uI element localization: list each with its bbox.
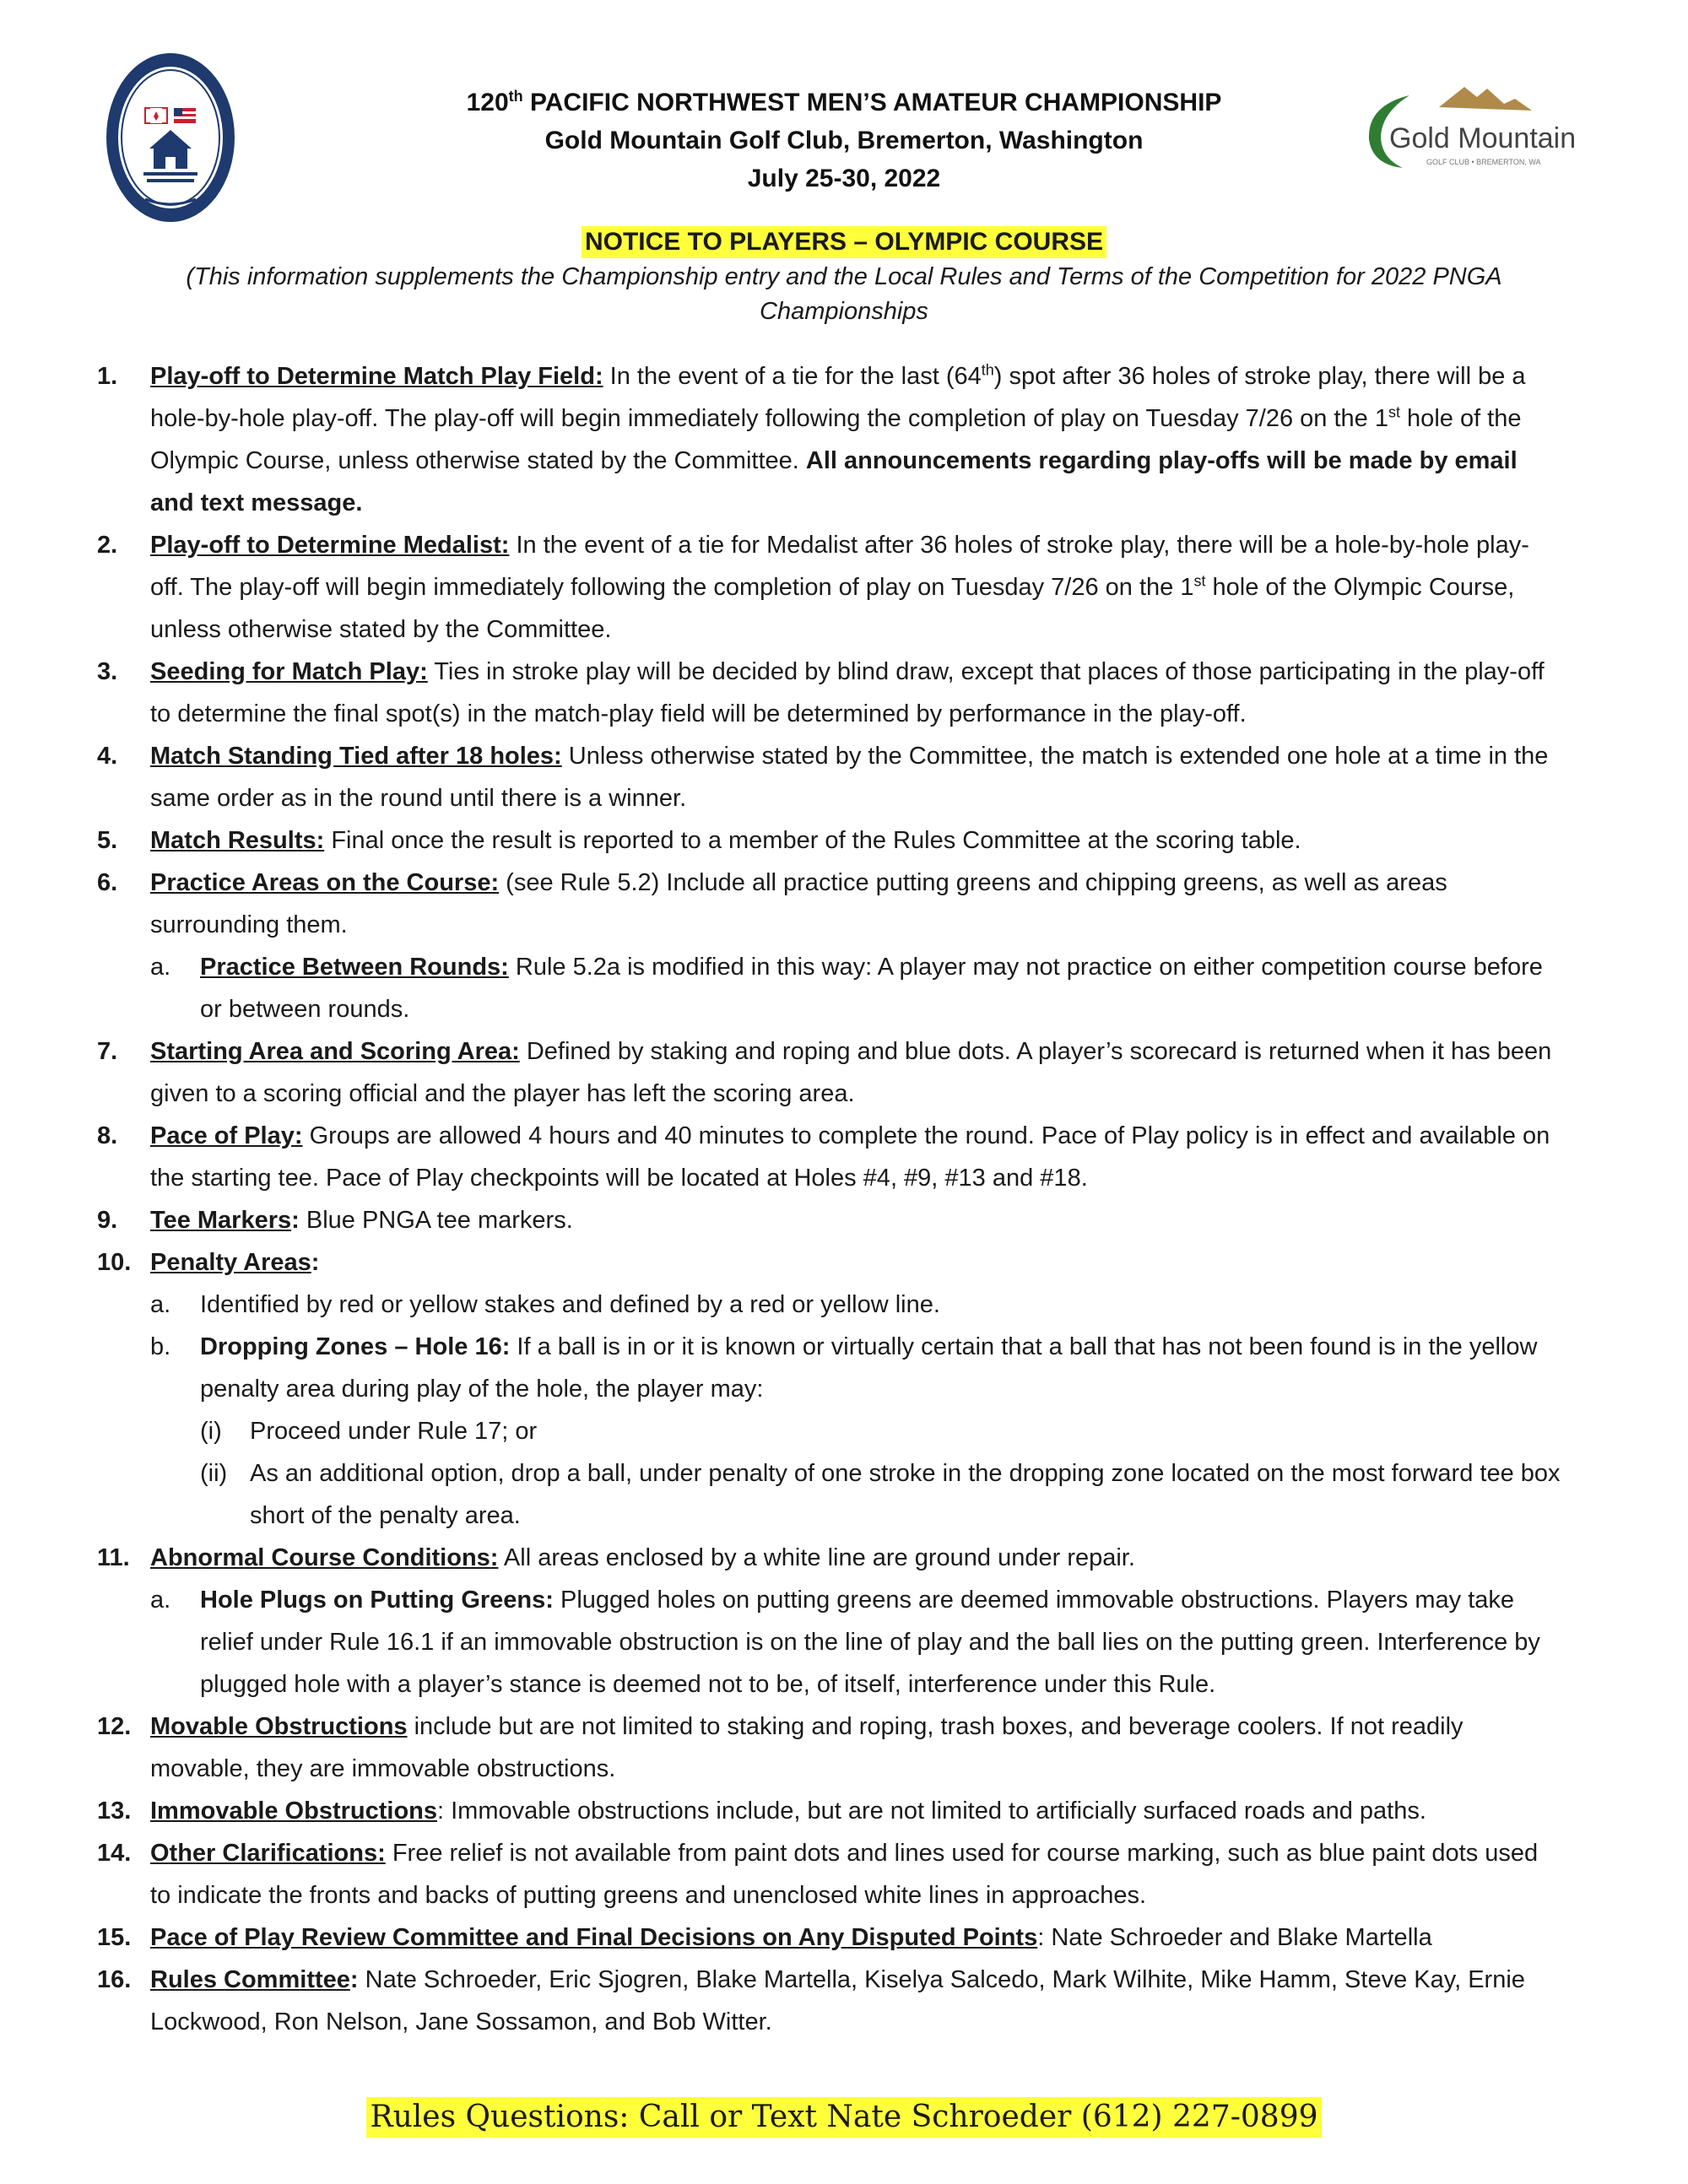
item-heading: Match Results: — [150, 827, 325, 854]
sub-item-heading: Dropping Zones – Hole 16: — [200, 1333, 511, 1360]
rules-questions-footer — [0, 2097, 1688, 2138]
list-item: 7. Starting Area and Scoring Area: Defined by staking and roping and blue dots. A player’s scorecard is returned when it has been given to a scoring official and the player has left the scoring area. — [97, 1038, 1552, 1107]
option-item: (i) Proceed under Rule 17; or — [200, 1418, 538, 1445]
gold-mountain-name: Gold Mountain — [1389, 122, 1577, 154]
item-heading: Play-off to Determine Match Play Field: — [150, 363, 603, 390]
sub-item: a. Identified by red or yellow stakes and defined by a red or yellow line. — [150, 1291, 940, 1318]
rules-contact: Rules Questions: Call or Text Nate Schroeder (612) 227-0899 — [366, 2097, 1321, 2138]
item-heading: Seeding for Match Play: — [150, 658, 428, 685]
item-heading: Movable Obstructions — [150, 1713, 408, 1740]
list-item: 11. Abnormal Course Conditions: All areas enclosed by a white line are ground under repair. — [97, 1544, 1135, 1571]
item-heading: Immovable Obstructions — [150, 1797, 438, 1825]
list-item: 16. Rules Committee: Nate Schroeder, Eric Sjogren, Blake Martella, Kiselya Salcedo, Mark Wilhite, Mike Hamm, Steve Kay, Ernie Lockwood, Ron Nelson, Jane Sossamon, and Bob Witter. — [97, 1966, 1525, 2035]
venue-line: Gold Mountain Golf Club, Bremerton, Washington — [544, 127, 1144, 154]
item-heading: Pace of Play: — [150, 1122, 303, 1149]
notice-title: NOTICE TO PLAYERS – OLYMPIC COURSE — [582, 226, 1106, 258]
item-heading: Abnormal Course Conditions: — [150, 1544, 499, 1571]
notice-list — [0, 355, 1688, 2043]
list-item: 13. Immovable Obstructions: Immovable obstructions include, but are not limited to artificially surfaced roads and paths. — [97, 1797, 1426, 1825]
list-item: 5. Match Results: Final once the result is reported to a member of the Rules Committee at the scoring table. — [97, 827, 1301, 854]
list-item: 6. Practice Areas on the Course: (see Rule 5.2) Include all practice putting greens and chipping greens, as well as areas surrounding them. — [97, 869, 1447, 938]
list-item: 10. Penalty Areas: — [97, 1249, 320, 1276]
document-header — [0, 78, 1688, 197]
item-heading: Rules Committee — [150, 1966, 350, 1993]
list-item: 9. Tee Markers: Blue PNGA tee markers. — [97, 1207, 573, 1234]
item-heading: Match Standing Tied after 18 holes: — [150, 743, 562, 770]
item-heading: Penalty Areas — [150, 1249, 311, 1276]
item-heading: Tee Markers — [150, 1207, 292, 1234]
dates-line: July 25-30, 2022 — [747, 165, 941, 192]
list-item: 4. Match Standing Tied after 18 holes: Unless otherwise stated by the Committee, the match is extended one hole at a time in the same order as in the round until there is a winner. — [97, 743, 1549, 812]
list-item: 8. Pace of Play: Groups are allowed 4 hours and 40 minutes to complete the round. Pace of Play policy is in effect and available on the starting tee. Pace of Play checkpoints will be located at Holes #4, #9, #13 and #18. — [97, 1122, 1550, 1192]
option-item: (ii) As an additional option, drop a ball, under penalty of one stroke in the dropping zone located on the most forward tee box short of the penalty area. — [200, 1460, 1561, 1529]
sub-item-heading: Hole Plugs on Putting Greens: — [200, 1587, 554, 1614]
list-item: 1. Play-off to Determine Match Play Field: In the event of a tie for the last (64th) spot after 36 holes of stroke play, there will be a hole-by-hole play-off. The play-off will begin immediately following the completion of play on Tuesday 7/26 on the 1st hole of the Olympic Course, unless otherwise stated by the Committee. All announcements regarding play-offs will be made by email and text message. — [97, 361, 1526, 516]
gold-mountain-tagline: GOLF CLUB • BREMERTON, WA — [1426, 158, 1541, 166]
item-heading: Starting Area and Scoring Area: — [150, 1038, 520, 1065]
sub-item: a. Hole Plugs on Putting Greens: Plugged holes on putting greens are deemed immovable obstructions. Players may take relief under Rule 16.1 if an immovable obstruction is on the line of play and the ball lies on the putting green. Interference by plugged hole with a player’s stance is deemed not to be, of itself, interference under this Rule. — [150, 1587, 1540, 1698]
list-item: 15. Pace of Play Review Committee and Final Decisions on Any Disputed Points: Nate Schroeder and Blake Martella — [97, 1924, 1432, 1951]
list-item: 3. Seeding for Match Play: Ties in stroke play will be decided by blind draw, except that places of those participating in the play-off to determine the final spot(s) in the match-play field will be determined by performance in the play-off. — [97, 658, 1545, 727]
item-heading: Other Clarifications: — [150, 1840, 386, 1867]
item-heading: Pace of Play Review Committee and Final Decisions on Any Disputed Points — [150, 1924, 1038, 1951]
list-item: 12. Movable Obstructions include but are not limited to staking and roping, trash boxes, and beverage coolers. If not readily movable, they are immovable obstructions. — [97, 1713, 1463, 1782]
notice-heading — [0, 226, 1688, 258]
list-item: 14. Other Clarifications: Free relief is not available from paint dots and lines used for course marking, such as blue paint dots used to indicate the fronts and backs of putting greens and unenclosed white lines in approaches. — [97, 1840, 1539, 1909]
sub-item-heading: Practice Between Rounds: — [200, 954, 509, 981]
item-heading: Practice Areas on the Course: — [150, 869, 500, 896]
list-item: 2. Play-off to Determine Medalist: In the event of a tie for Medalist after 36 holes of stroke play, there will be a hole-by-hole play-off. The play-off will begin immediately following the completion of play on Tuesday 7/26 on the 1st hole of the Olympic Course, unless otherwise stated by the Committee. — [97, 532, 1529, 643]
item-heading: Play-off to Determine Medalist: — [150, 532, 510, 559]
sub-item: a. Practice Between Rounds: Rule 5.2a is modified in this way: A player may not practice on either competition course before or between rounds. — [150, 954, 1543, 1023]
supplement-note: (This information supplements the Championship entry and the Local Rules and Terms of the Competition for 2022 PNGA Championships — [186, 263, 1502, 325]
championship-title: 120th PACIFIC NORTHWEST MEN’S AMATEUR CHAMPIONSHIP — [466, 88, 1222, 116]
sub-item: b. Dropping Zones – Hole 16: If a ball is in or it is known or virtually certain that a ball that has not been found is in the yellow penalty area during play of the hole, the player may: — [150, 1333, 1538, 1403]
